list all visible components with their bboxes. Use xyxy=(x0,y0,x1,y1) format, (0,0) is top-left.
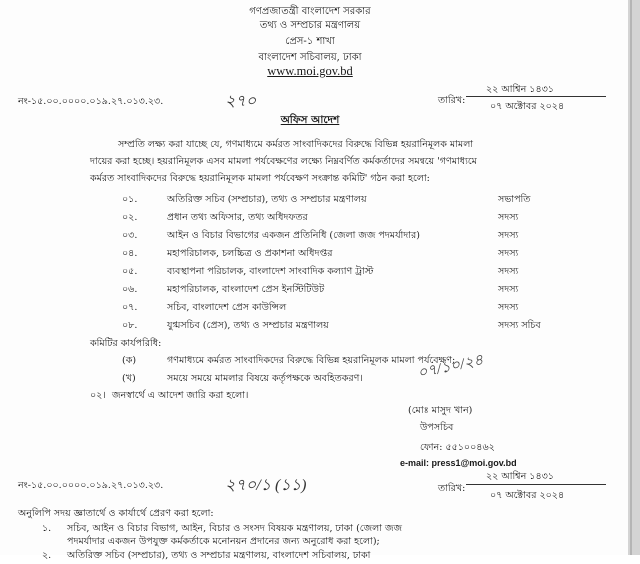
signatory-name: (মোঃ মাসুদ খান) xyxy=(408,405,473,416)
memo2-date-divider xyxy=(466,484,606,485)
intro-line-1: সম্প্রতি লক্ষ্য করা যাচ্ছে যে, গণমাধ্যমে কর্মরত সাংবাদিকদের বিরুদ্ধে বিভিন্ন হয়রানিমূলক মামলা xyxy=(118,139,474,150)
page-edge-line xyxy=(630,0,632,555)
memo2-number-handwritten: ২৭০/১ (১১) xyxy=(225,477,307,494)
member-number: ০৮. xyxy=(122,320,138,331)
section-name: প্রেস-১ শাখা xyxy=(285,36,335,47)
member-title: অতিরিক্ত সচিব (সম্প্রচার), তথ্য ও সম্প্রচার মন্ত্রণালয় xyxy=(167,194,367,205)
member-title: যুগ্মসচিব (প্রেস), তথ্য ও সম্প্রচার মন্ত্রণালয় xyxy=(167,320,329,331)
member-role: সদস্য xyxy=(498,266,519,277)
member-title: আইন ও বিচার বিভাগের একজন প্রতিনিধি (জেলা জজ পদমর্যাদার) xyxy=(167,230,420,241)
order-text: জনস্বার্থে এ আদেশ জারি করা হলো। xyxy=(112,390,249,401)
memo2-date-english: ০৭ অক্টোবর ২০২৪ xyxy=(490,490,565,501)
memo2-number: নং-১৫.০০.০০০০.০১৯.২৭.০১৩.২৩. xyxy=(18,480,164,491)
copy-item-line: অতিরিক্ত সচিব (সম্প্রচার), তথ্য ও সম্প্রচার মন্ত্রণালয়, বাংলাদেশ সচিবালয়, ঢাকা xyxy=(67,550,371,561)
copy-item-line: পদমর্যাদার একজন উপযুক্ত কর্মকর্তাকে মনোনয়ন প্রদানের জন্য অনুরোধ করা হলো); xyxy=(67,536,380,547)
tor-item-text: গণমাধ্যমে কর্মরত সাংবাদিকদের বিরুদ্ধে বিভিন্ন হয়রানিমূলক মামলা পর্যবেক্ষণ; xyxy=(167,355,456,366)
member-role: সদস্য xyxy=(498,284,519,295)
copy-item-line: সচিব, আইন ও বিচার বিভাগ, আইন, বিচার ও সংসদ বিষয়ক মন্ত্রণালয়, ঢাকা (জেলা জজ xyxy=(67,523,402,534)
govt-name: গণপ্রজাতন্ত্রী বাংলাদেশ সরকার xyxy=(249,6,371,17)
memo-date-label: তারিখ: xyxy=(438,95,466,106)
member-number: ০২. xyxy=(122,212,138,223)
tor-item-number: (খ) xyxy=(122,373,136,384)
member-number: ০৫. xyxy=(122,266,138,277)
signature-handwritten: ০৭/১০/২৪ xyxy=(416,352,485,382)
signatory-designation: উপসচিব xyxy=(420,422,454,433)
member-title: মহাপরিচালক, চলচ্চিত্র ও প্রকাশনা অধিদপ্তর xyxy=(167,248,333,259)
member-role: সদস্য xyxy=(498,302,519,313)
member-number: ০৩. xyxy=(122,230,138,241)
member-role: সদস্য সচিব xyxy=(498,320,541,331)
memo-date-divider xyxy=(466,96,606,97)
member-number: ০১. xyxy=(122,194,138,205)
intro-line-2: দায়ের করা হচ্ছে। হয়রানিমূলক এসব মামলা পর্যবেক্ষণের লক্ষ্যে নিম্নবর্ণিত কর্মকর্তাদের সমন্বয়ে 'গণমাধ্যমে xyxy=(90,156,477,167)
intro-line-3: কর্মরত সাংবাদিকদের বিরুদ্ধে হয়রানিমূলক মামলা পর্যবেক্ষণ সংক্রান্ত কমিটি' গঠন করা হলো: xyxy=(90,173,430,184)
copy-item-number: ১. xyxy=(42,523,52,534)
member-title: প্রধান তথ্য অফিসার, তথ্য অধিদফতর xyxy=(167,212,308,223)
memo2-date-bangla: ২২ আশ্বিন ১৪৩১ xyxy=(486,471,554,482)
tor-heading: কমিটির কার্যপরিধি: xyxy=(90,338,162,349)
member-role: সদস্য xyxy=(498,212,519,223)
member-title: মহাপরিচালক, বাংলাদেশ প্রেস ইনস্টিটিউট xyxy=(167,284,325,295)
member-number: ০৭. xyxy=(122,302,138,313)
website-link[interactable]: www.moi.gov.bd xyxy=(267,64,353,78)
copy-heading: অনুলিপি সদয় জ্ঞাতার্থে ও কার্যার্থে প্রেরণ করা হলো: xyxy=(18,508,214,519)
memo2-date-label: তারিখ: xyxy=(438,483,466,494)
tor-item-text: সময়ে সময়ে মামলার বিষয়ে কর্তৃপক্ষকে অবহিতকরণ। xyxy=(167,373,363,384)
member-title: ব্যবস্থাপনা পরিচালক, বাংলাদেশ সাংবাদিক কল্যাণ ট্রাস্ট xyxy=(167,266,374,277)
ministry-name: তথ্য ও সম্প্রচার মন্ত্রণালয় xyxy=(259,20,361,31)
memo-date-english: ০৭ অক্টোবর ২০২৪ xyxy=(490,101,565,112)
signatory-phone: ফোন: ৫৫১০০৪৬২ xyxy=(420,442,495,453)
member-number: ০৪. xyxy=(122,248,138,259)
memo-number: নং-১৫.০০.০০০০.০১৯.২৭.০১৩.২৩. xyxy=(18,96,164,107)
memo-number-handwritten: ২৭০ xyxy=(225,93,257,110)
copy-item-number: ২. xyxy=(42,550,52,561)
member-title: সচিব, বাংলাদেশ প্রেস কাউন্সিল xyxy=(167,302,287,313)
office-address: বাংলাদেশ সচিবালয়, ঢাকা xyxy=(258,52,362,63)
order-number: ০২। xyxy=(90,390,106,401)
memo-date-bangla: ২২ আশ্বিন ১৪৩১ xyxy=(486,84,554,95)
member-number: ০৬. xyxy=(122,284,138,295)
member-role: সভাপতি xyxy=(498,194,531,205)
member-role: সদস্য xyxy=(498,248,519,259)
signatory-email[interactable]: e-mail: press1@moi.gov.bd xyxy=(400,458,517,468)
member-role: সদস্য xyxy=(498,230,519,241)
order-title: অফিস আদেশ xyxy=(280,114,340,126)
tor-item-number: (ক) xyxy=(122,355,137,366)
